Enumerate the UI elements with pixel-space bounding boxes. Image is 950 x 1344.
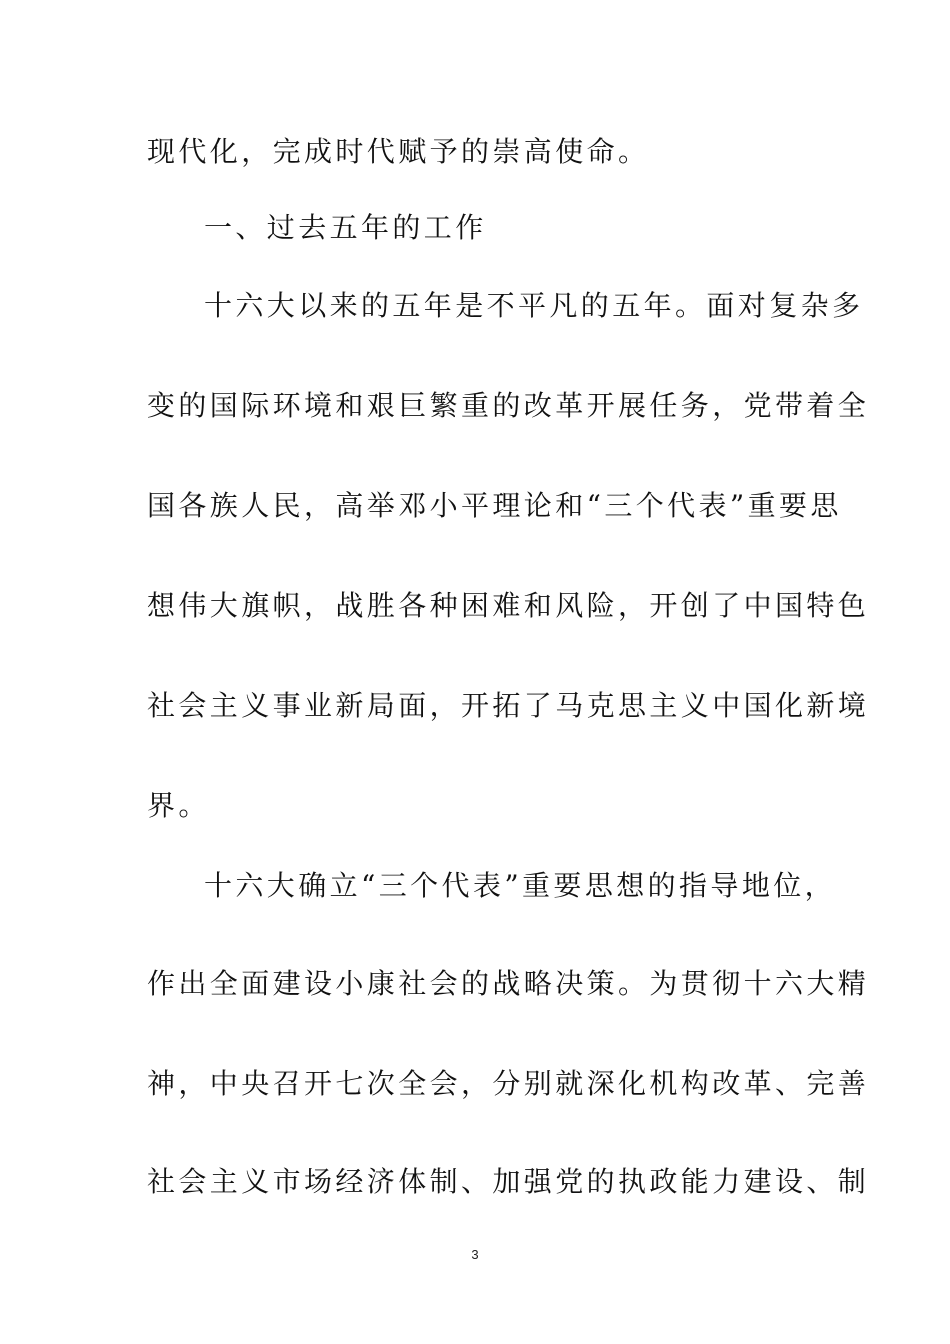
text-line: 国各族人民，高举邓小平理论和“三个代表”重要思 bbox=[147, 489, 842, 522]
section-heading: 一、过去五年的工作 bbox=[204, 211, 487, 244]
text-line: 想伟大旗帜，战胜各种困难和风险，开创了中国特色 bbox=[147, 589, 870, 622]
text-line: 十六大确立“三个代表”重要思想的指导地位， bbox=[204, 869, 837, 902]
text-line: 现代化，完成时代赋予的崇高使命。 bbox=[147, 135, 650, 168]
text-line: 神，中央召开七次全会，分别就深化机构改革、完善 bbox=[147, 1067, 870, 1100]
text-line: 社会主义事业新局面，开拓了马克思主义中国化新境 bbox=[147, 689, 870, 722]
text-line: 作出全面建设小康社会的战略决策。为贯彻十六大精 bbox=[147, 967, 870, 1000]
text-line: 十六大以来的五年是不平凡的五年。面对复杂多 bbox=[204, 289, 864, 322]
text-line: 界。 bbox=[147, 789, 210, 822]
text-line: 变的国际环境和艰巨繁重的改革开展任务，党带着全 bbox=[147, 389, 870, 422]
text-line: 社会主义市场经济体制、加强党的执政能力建设、制 bbox=[147, 1165, 870, 1198]
page-number: 3 bbox=[471, 1247, 479, 1262]
